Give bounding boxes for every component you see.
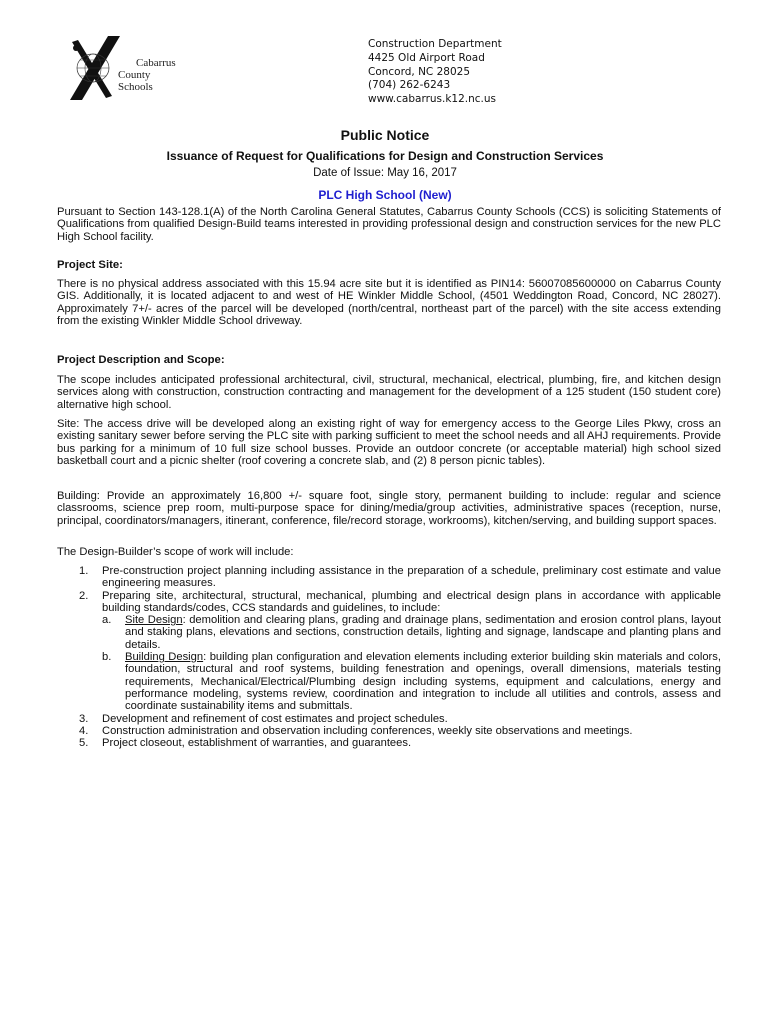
list-item xyxy=(57,565,721,590)
sub-list-letter: b. xyxy=(102,651,112,664)
building-body xyxy=(57,490,721,527)
list-number: 1. xyxy=(79,565,89,577)
school-name: PLC High School (New) xyxy=(318,188,452,202)
sub-list-text: : building plan configuration and elevation elements including exterior building skin materials and colors, foundation, structural and roof systems, building fenestration and openings, overall dimensions, materials testing requirements, Mechanical/Electrical/Plumbing design including systems, equipment and calculations, energy and performance modeling, systems review, coordination and integration to include all utilities and controls, assess and coordinate sustainability items and submittals. xyxy=(125,651,721,713)
list-item xyxy=(57,590,721,713)
scope-body xyxy=(57,374,721,411)
site-access-text: Site: The access drive will be developed along an existing right of way for emergency access to the George Liles Pkwy, cross an existing sanitary sewer before serving the PLC site with parking sufficient to meet the school needs and all AHJ requirements. Provide bus parking for a minimum of 10 full size school busses. Provide an outdoor concrete (or acceptable material) high school sized basketball court and a picnic shelter (roof covering a concrete slab, and (2) 8 person picnic tables). xyxy=(57,418,721,467)
building-text: Building: Provide an approximately 16,800 +/- square foot, single story, permanent building to include: regular and science classrooms, science prep room, multi-purpose space for dining/media/group activities, administrative spaces (reception, nurse, principal, coordinators/managers, itinerant, conference, file/record storage, workrooms), kitchen/serving, and building support spaces. xyxy=(57,490,721,527)
list-text: Pre-construction project planning including assistance in the preparation of a schedule, preliminary cost estimate and value engineering measures. xyxy=(102,565,721,590)
address-city: Concord, NC 28025 xyxy=(368,65,471,78)
project-site-heading: Project Site: xyxy=(57,259,123,271)
list-number: 4. xyxy=(79,724,89,737)
scope-intro-body xyxy=(57,546,721,558)
list-number: 3. xyxy=(79,712,89,725)
list-text: Project closeout, establishment of warranties, and guarantees. xyxy=(102,737,412,750)
address-street: 4425 Old Airport Road xyxy=(368,51,485,64)
sub-list-letter: a. xyxy=(102,614,112,627)
sub-list-label: Site Design xyxy=(125,614,183,627)
list-item xyxy=(57,725,721,737)
project-site-section xyxy=(57,259,721,271)
scope-heading: Project Description and Scope: xyxy=(57,354,225,366)
logo-line1: Cabarrus xyxy=(136,57,176,69)
sub-list-text: : demolition and clearing plans, grading and drainage plans, sedimentation and erosion control plans, layout and staking plans, elevations and sections, construction details, lighting and signage, landscape and planting plans and details. xyxy=(125,614,722,651)
page-subtitle: Issuance of Request for Qualifications for Design and Construction Services xyxy=(166,149,604,163)
address-block xyxy=(368,38,502,107)
scope-intro-text: The Design-Builder’s scope of work will include: xyxy=(57,546,294,558)
page-title: Public Notice xyxy=(340,127,430,143)
list-number: 5. xyxy=(79,737,89,750)
sub-list-label: Building Design xyxy=(125,651,204,664)
address-web: www.cabarrus.k12.nc.us xyxy=(368,93,497,106)
list-item xyxy=(57,713,721,725)
intro-text: Pursuant to Section 143-128.1(A) of the North Carolina General Statutes, Cabarrus County Schools (CCS) is soliciting Statements of Qualifications from qualified Design-Build teams interested in providing professional design and construction services for the new PLC High School facility. xyxy=(57,206,721,243)
scope-text: The scope includes anticipated professional architectural, civil, structural, mechanical, electrical, plumbing, fire, and kitchen design services along with construction, construction contracting and management for the development of a 125 student (150 student core) alternative high school. xyxy=(57,374,721,411)
list-text: Construction administration and observation including conferences, weekly site observations and meetings. xyxy=(102,724,633,737)
site-access-body xyxy=(57,418,721,467)
list-text: Preparing site, architectural, structural, mechanical, plumbing and electrical design plans in accordance with applicable building standards/codes, CCS standards and guidelines, to include: xyxy=(102,589,721,614)
scope-section xyxy=(57,354,721,366)
list-number: 2. xyxy=(79,589,89,602)
list-text: Development and refinement of cost estimates and project schedules. xyxy=(102,712,448,725)
list-item xyxy=(57,737,721,749)
project-site-body xyxy=(57,278,721,327)
intro-paragraph xyxy=(57,206,721,243)
address-phone: (704) 262-6243 xyxy=(368,79,451,92)
sub-list-item xyxy=(102,614,721,651)
district-logo xyxy=(68,36,180,100)
scope-list xyxy=(57,565,721,749)
sub-list-item xyxy=(102,651,721,712)
address-dept: Construction Department xyxy=(368,38,502,50)
project-site-text: There is no physical address associated with this 15.94 acre site but it is identified as PIN14: 56007085600000 on Cabarrus County GIS. Additionally, it is located adjacent to and west of HE Winkler Middle School, (4501 Weddington Road, Concord, NC 28027). Approximately 7+/- acres of the parcel will be developed (north/central, northeast part of the parcel) with the site access extending from the existing Winkler Middle School driveway. xyxy=(57,278,721,327)
logo-line2: County Schools xyxy=(118,69,153,93)
issue-date: Date of Issue: May 16, 2017 xyxy=(313,167,457,179)
